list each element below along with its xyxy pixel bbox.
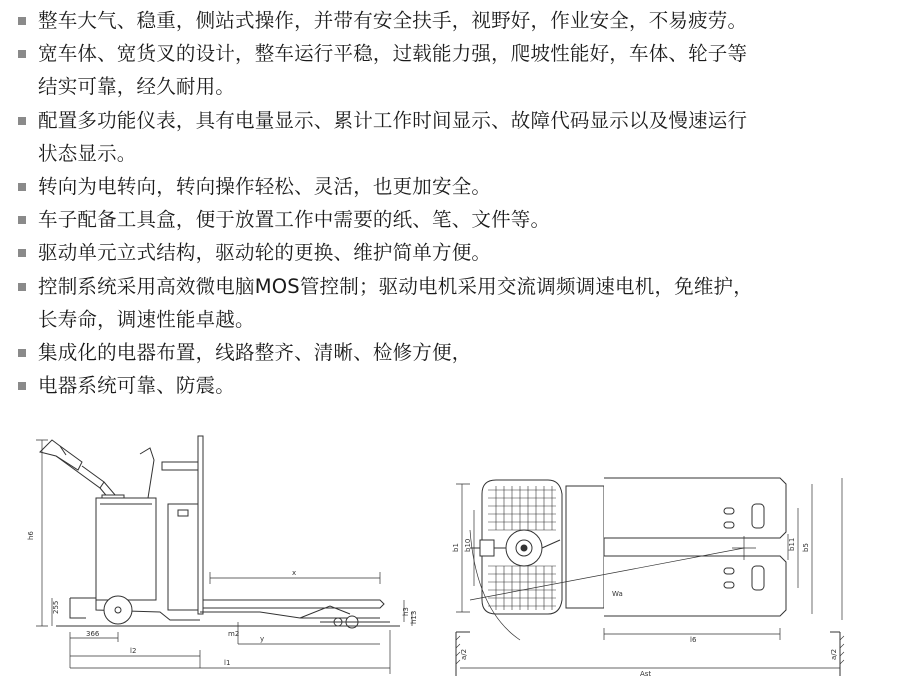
feature-text: 控制系统采用高效微电脑MOS管控制；驱动电机采用交流调频调速电机，免维护， 长寿命，调速性能卓越。 (38, 274, 753, 331)
dim-label: h13 (410, 610, 418, 624)
dim-label: Ast (640, 670, 652, 678)
side-view-labels (27, 531, 418, 667)
dim-label: 366 (86, 630, 100, 638)
feature-text: 电器系统可靠、防震。 (38, 374, 236, 398)
dim-label: l6 (690, 636, 697, 644)
dim-label: y (260, 635, 265, 643)
dim-label: 255 (52, 600, 60, 614)
feature-text: 宽车体、宽货叉的设计，整车运行平稳，过载能力强，爬坡性能好，车体、轮子等 结实可靠，经久耐用。 (38, 42, 748, 99)
feature-text: 转向为电转向，转向操作轻松、灵活，也更加安全。 (38, 175, 492, 199)
dim-label: b10 (464, 538, 472, 552)
dim-label: a/2 (830, 648, 838, 660)
side-view-drawing (36, 436, 412, 674)
feature-text: 驱动单元立式结构，驱动轮的更换、维护简单方便。 (38, 241, 492, 265)
feature-text: 整车大气、稳重，侧站式操作，并带有安全扶手，视野好，作业安全，不易疲劳。 (38, 9, 748, 32)
dim-label: m2 (228, 630, 240, 638)
dim-label: b5 (802, 543, 810, 552)
feature-text: 车子配备工具盒，便于放置工作中需要的纸、笔、文件等。 (38, 208, 551, 232)
dim-label: a/2 (460, 648, 468, 660)
dim-label: Wa (612, 590, 623, 598)
dim-label: b11 (788, 537, 796, 551)
dim-label: l1 (224, 659, 231, 667)
dim-label: h3 (402, 607, 410, 616)
dim-label: x (292, 569, 297, 577)
dim-label: l2 (130, 647, 137, 655)
top-view-drawing (456, 478, 844, 676)
dim-label: h6 (27, 531, 35, 540)
feature-text: 配置多功能仪表，具有电量显示、累计工作时间显示、故障代码显示以及慢速运行 状态显示。 (38, 108, 748, 165)
feature-text: 集成化的电器布置，线路整齐、清晰、检修方便， (38, 341, 472, 365)
dim-label: b1 (452, 543, 460, 552)
